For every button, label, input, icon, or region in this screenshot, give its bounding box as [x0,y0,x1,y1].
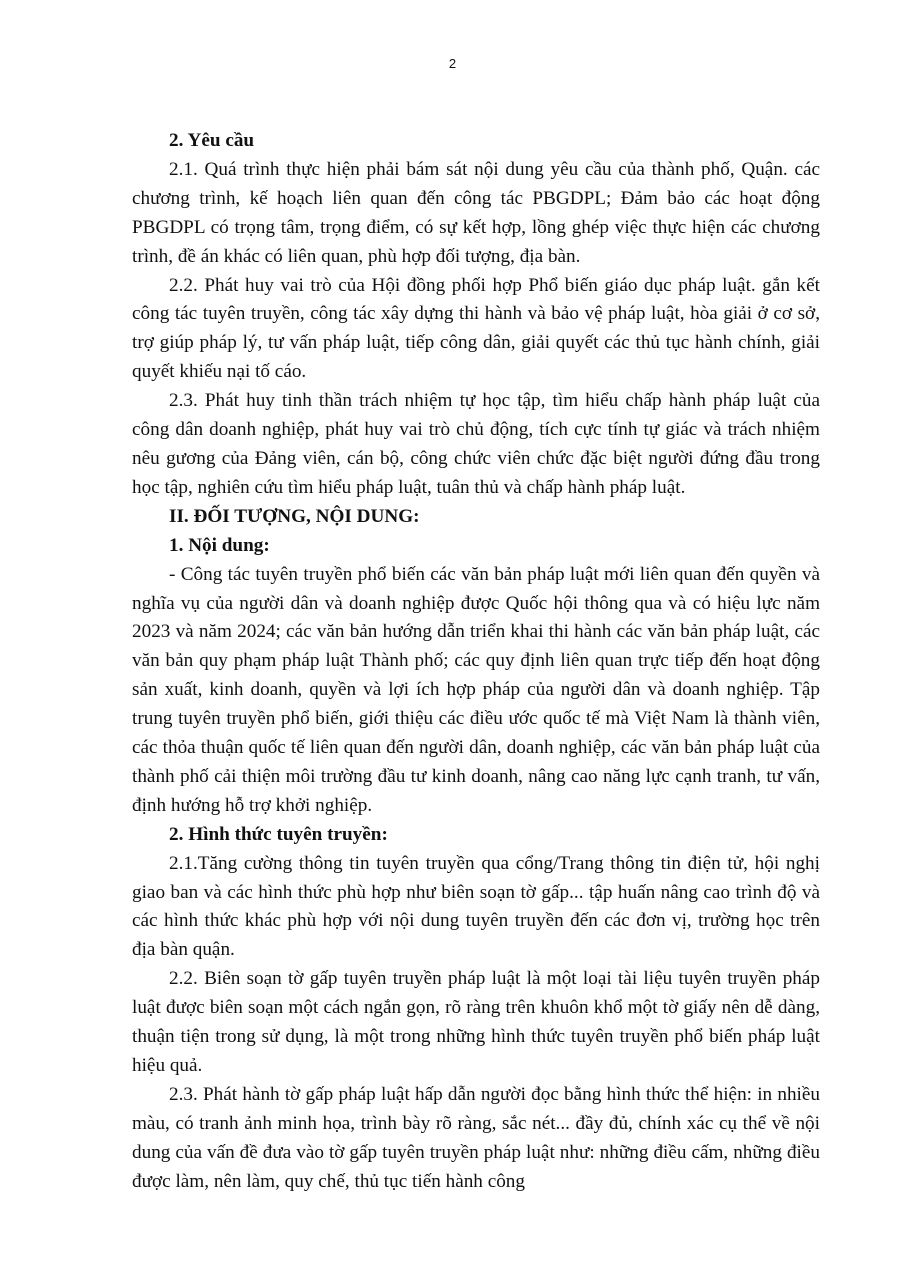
paragraph-2-3: 2.3. Phát huy tinh thần trách nhiệm tự học tập, tìm hiểu chấp hành pháp luật của công dân doanh nghiệp, phát huy vai trò chủ động, tích cực tính tự giác và trách nhiệm nêu gương của Đảng viên, cán bộ, công chức viên chức đặc biệt người đứng đầu trong học tập, nghiên cứu tìm hiểu pháp luật, tuân thủ và chấp hành pháp luật. [132,390,820,498]
paragraph-2-1: 2.1. Quá trình thực hiện phải bám sát nội dung yêu cầu của thành phố, Quận. các chương trình, kế hoạch liên quan đến công tác PBGDPL; Đảm bảo các hoạt động PBGDPL có trọng tâm, trọng điểm, có sự kết hợp, lồng ghép việc thực hiện các chương trình, đề án khác có liên quan, phù hợp đối tượng, địa bàn. [132,158,820,267]
paragraph-forms-2-3: 2.3. Phát hành tờ gấp pháp luật hấp dẫn người đọc bằng hình thức thể hiện: in nhiều màu, có tranh ảnh minh họa, trình bày rõ ràng, sắc nét... đầy đủ, chính xác cụ thể về nội dung của vấn đề đưa vào tờ gấp tuyên truyền pháp luật như: những điều cấm, những điều được làm, nên làm, quy chế, thủ tục tiến hành công [132,1083,820,1192]
subsection-heading-content: 1. Nội dung: [169,534,270,556]
section-heading-requirements: 2. Yêu cầu [169,130,255,151]
page-number: 2 [448,56,457,71]
paragraph-2-2: 2.2. Phát huy vai trò của Hội đồng phối hợp Phổ biến giáo dục pháp luật. gắn kết công tác tuyên truyền, công tác xây dựng thi hành và bảo vệ pháp luật, hòa giải ở cơ sở, trợ giúp pháp lý, tư vấn pháp luật, tiếp công dân, giải quyết các thủ tục hành chính, giải quyết khiếu nại tố cáo. [132,274,820,383]
subsection-heading-forms: 2. Hình thức tuyên truyền: [169,823,388,845]
document-body [132,127,820,1197]
section-heading-subjects-content: II. ĐỐI TƯỢNG, NỘI DUNG: [169,505,420,527]
paragraph-forms-2-2: 2.2. Biên soạn tờ gấp tuyên truyền pháp luật là một loại tài liệu tuyên truyền pháp luật được biên soạn một cách ngắn gọn, rõ ràng trên khuôn khổ một tờ giấy nên dễ dàng, thuận tiện trong sử dụng, là một trong những hình thức tuyên truyền phổ biến pháp luật hiệu quả. [132,968,820,1076]
paragraph-content-laws: - Công tác tuyên truyền phổ biến các văn bản pháp luật mới liên quan đến quyền và nghĩa vụ của người dân và doanh nghiệp được Quốc hội thông qua và có hiệu lực năm 2023 và năm 2024; các văn bản hướng dẫn triển khai thi hành các văn bản pháp luật, các văn bản quy phạm pháp luật Thành phố; các quy định liên quan trực tiếp đến hoạt động sản xuất, kinh doanh, quyền và lợi ích hợp pháp của người dân và doanh nghiệp. Tập trung tuyên truyền phổ biến, giới thiệu các điều ước quốc tế mà Việt Nam là thành viên, các thỏa thuận quốc tế liên quan đến người dân, doanh nghiệp, các văn bản pháp luật của thành phố cải thiện môi trường đầu tư kinh doanh, nâng cao năng lực cạnh tranh, tư vấn, định hướng hỗ trợ khởi nghiệp. [132,563,820,816]
paragraph-forms-2-1: 2.1.Tăng cường thông tin tuyên truyền qua cổng/Trang thông tin điện tử, hội nghị giao ban và các hình thức phù hợp như biên soạn tờ gấp... tập huấn nâng cao trình độ và các hình thức khác phù hợp với nội dung tuyên truyền đến các đơn vị, trường học trên địa bàn quận. [132,852,820,961]
